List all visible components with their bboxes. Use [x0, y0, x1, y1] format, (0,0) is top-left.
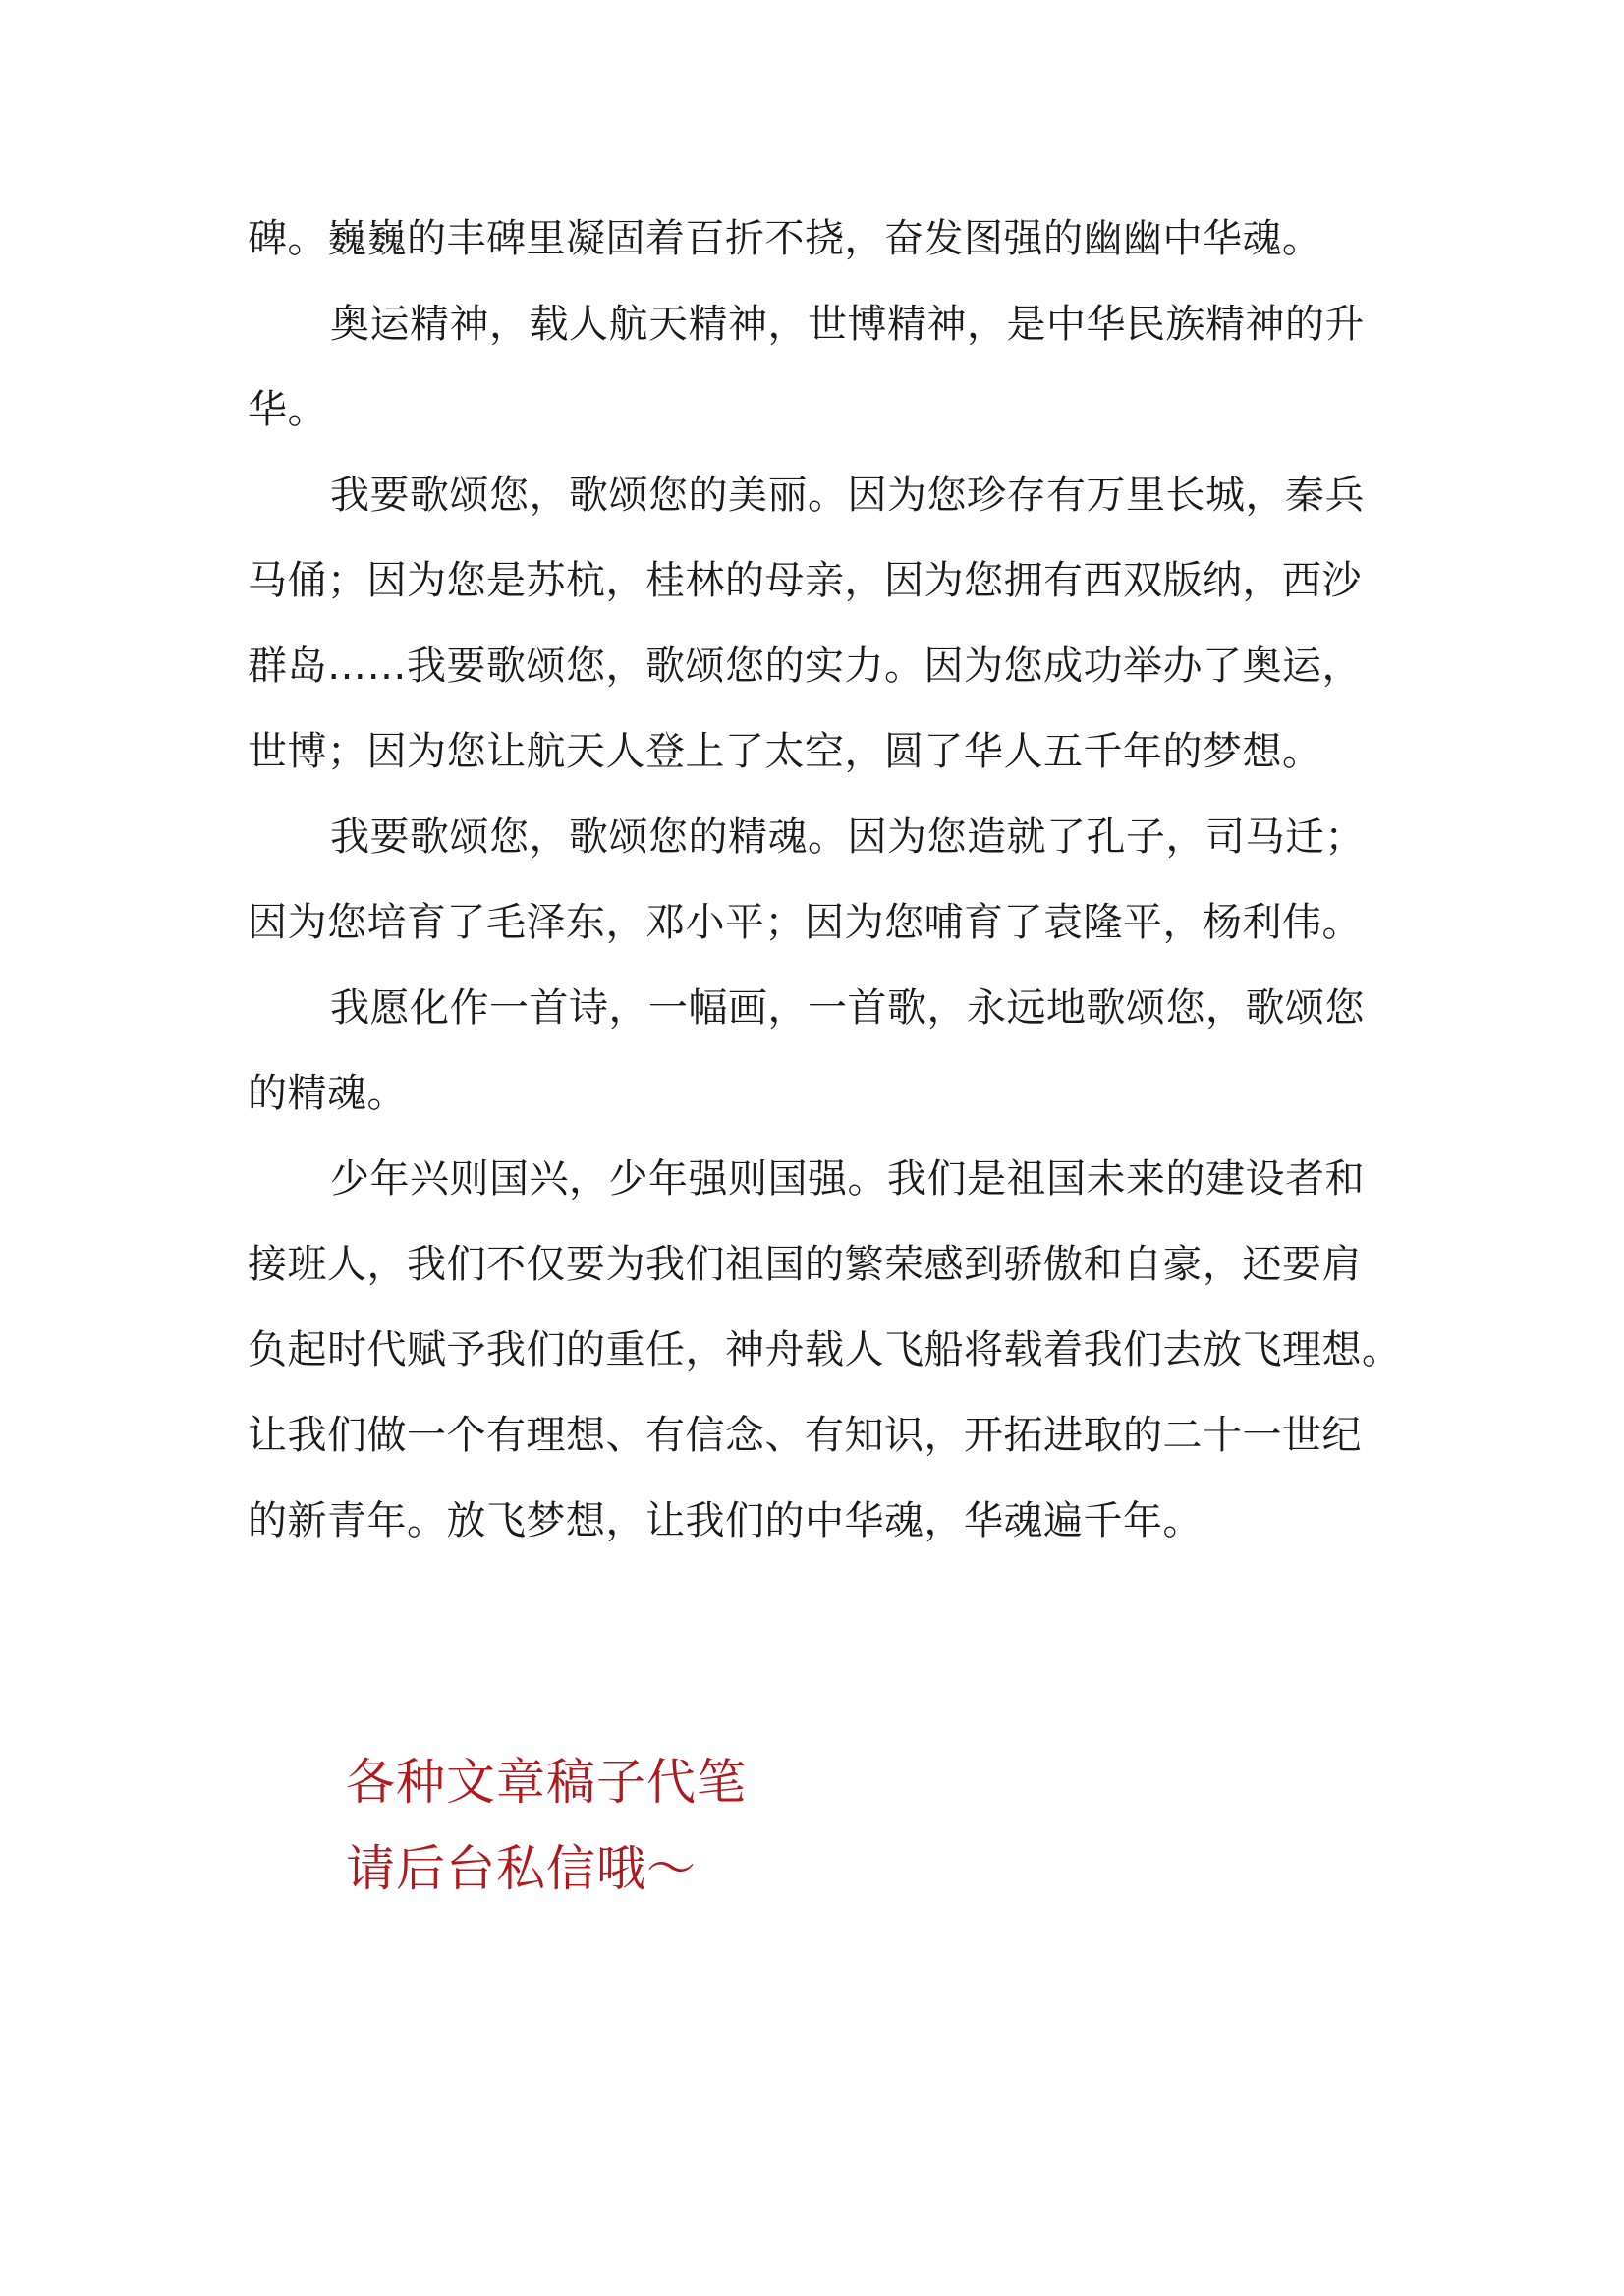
essay-line: 我要歌颂您，歌颂您的精魂。因为您造就了孔子，司马迁；	[330, 814, 1365, 860]
essay-line: 的精魂。	[248, 1071, 407, 1116]
essay-line: 群岛……我要歌颂您，歌颂您的实力。因为您成功举办了奥运，	[248, 644, 1362, 689]
essay-line: 我要歌颂您，歌颂您的美丽。因为您珍存有万里长城，秦兵	[330, 473, 1365, 518]
essay-line: 因为您培育了毛泽东，邓小平；因为您哺育了袁隆平，杨利伟。	[248, 900, 1362, 945]
essay-line: 碑。巍巍的丰碑里凝固着百折不挠，奋发图强的幽幽中华魂。	[248, 216, 1322, 261]
essay-line: 我愿化作一首诗，一幅画，一首歌，永远地歌颂您，歌颂您	[330, 985, 1365, 1031]
essay-line: 的新青年。放飞梦想，让我们的中华魂，华魂遍千年。	[248, 1498, 1203, 1543]
promo-line-contact: 请后台私信哦～	[346, 1840, 697, 1897]
essay-line: 世博；因为您让航天人登上了太空，圆了华人五千年的梦想。	[248, 729, 1322, 774]
essay-line: 让我们做一个有理想、有信念、有知识，开拓进取的二十一世纪	[248, 1413, 1362, 1458]
essay-line: 马俑；因为您是苏杭，桂林的母亲，因为您拥有西双版纳，西沙	[248, 558, 1362, 603]
promo-note	[346, 1739, 747, 1912]
promo-line-ghostwriting: 各种文章稿子代笔	[346, 1754, 747, 1811]
essay-line: 华。	[248, 387, 327, 432]
essay-body	[248, 196, 1427, 1564]
essay-line: 奥运精神，载人航天精神，世博精神，是中华民族精神的升	[330, 302, 1365, 347]
essay-line: 少年兴则国兴，少年强则国强。我们是祖国未来的建设者和	[330, 1156, 1365, 1202]
essay-line: 负起时代赋予我们的重任，神舟载人飞船将载着我们去放飞理想。	[248, 1327, 1402, 1372]
essay-line: 接班人，我们不仅要为我们祖国的繁荣感到骄傲和自豪，还要肩	[248, 1242, 1362, 1287]
